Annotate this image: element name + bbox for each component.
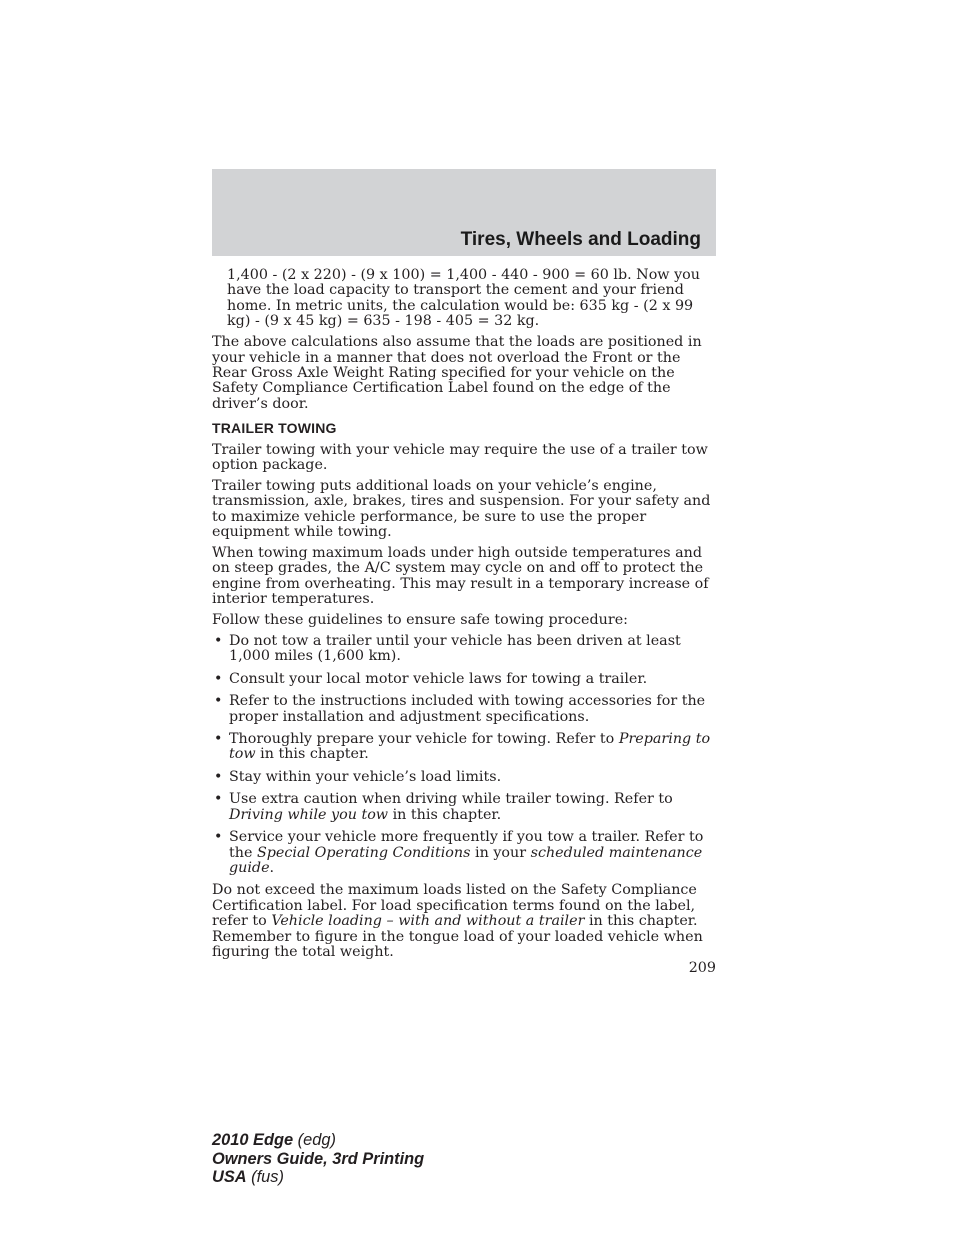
footer-region: USA xyxy=(212,1168,247,1187)
page-number: 209 xyxy=(688,960,716,976)
cross-reference-vehicle-loading: Vehicle loading – with and without a trailer xyxy=(271,913,585,930)
list-item-text: Consult your local motor vehicle laws for towing a trailer. xyxy=(229,670,648,687)
page-content xyxy=(212,268,716,966)
towing-guidelines-list xyxy=(212,634,716,876)
cross-reference-scheduled-maintenance-guide: scheduled maintenance guide xyxy=(229,844,703,876)
list-item xyxy=(212,634,716,665)
calculation-paragraph: 1,400 - (2 x 220) - (9 x 100) = 1,400 - 440 - 900 = 60 lb. Now you have the load capacity to transport the cement and your friend home. In metric units, the calculation would be: 635 kg - (2 x 99 kg) - (9 x 45 kg) = 635 - 198 - 405 = 32 kg. xyxy=(227,267,700,330)
cross-reference-special-operating-conditions: Special Operating Conditions xyxy=(256,844,471,861)
list-item-text: Refer to the instructions included with towing accessories for the proper installation and adjustment specifications. xyxy=(229,693,706,725)
list-item xyxy=(212,792,716,823)
footer-line-guide xyxy=(212,1150,424,1169)
footer-model: 2010 Edge xyxy=(212,1131,294,1149)
list-item-text: Service your vehicle more frequently if you tow a trailer. Refer to the xyxy=(229,829,704,861)
footer-model-code: (edg) xyxy=(293,1131,336,1149)
list-item-text: Do not tow a trailer until your vehicle has been driven at least 1,000 miles (1,600 km). xyxy=(229,633,681,665)
list-item xyxy=(212,770,716,785)
section-title: Tires, Wheels and Loading xyxy=(460,229,701,250)
footer-line-model xyxy=(212,1131,424,1150)
trailer-paragraph-3: When towing maximum loads under high outside temperatures and on steep grades, the A/C system may cycle on and off to protect the engine from overheating. This may result in a temporary increase of interior temperatures. xyxy=(212,545,709,608)
trailer-towing-heading: TRAILER TOWING xyxy=(212,420,337,437)
list-item-text: in your xyxy=(470,844,531,861)
section-header-band xyxy=(212,169,716,256)
assumption-paragraph: The above calculations also assume that the loads are positioned in your vehicle in a manner that does not overload the Front or the Rear Gross Axle Weight Rating specified for your vehicle on the Safety Compliance Certification Label found on the edge of the driver’s door. xyxy=(212,334,702,412)
trailer-paragraph-2: Trailer towing puts additional loads on your vehicle’s engine, transmission, axle, brakes, tires and suspension. For your safety and to maximize vehicle performance, be sure to use the proper equipment while towing. xyxy=(212,477,711,541)
cross-reference-driving-while-you-tow: Driving while you tow xyxy=(229,806,389,823)
list-item-text: Thoroughly prepare your vehicle for towing. Refer to xyxy=(229,731,619,748)
list-item xyxy=(212,694,716,725)
trailer-paragraph-1: Trailer towing with your vehicle may require the use of a trailer tow option package. xyxy=(212,441,708,473)
cross-reference-preparing-to-tow: Preparing to tow xyxy=(229,731,711,763)
footer-guide-edition: Owners Guide, 3rd Printing xyxy=(212,1149,425,1168)
paragraph-text: Do not exceed the maximum loads listed on the Safety Compliance Certification label. For load specification terms found on the label, refer to xyxy=(212,882,697,930)
list-item-text: . xyxy=(269,859,275,876)
list-item xyxy=(212,732,716,763)
document-footer xyxy=(212,1131,424,1187)
list-item-text: Stay within your vehicle’s load limits. xyxy=(229,768,502,785)
footer-region-code: (fus) xyxy=(246,1168,284,1187)
list-item-text: Use extra caution when driving while trailer towing. Refer to xyxy=(229,791,673,808)
paragraph-text: in this chapter. Remember to figure in the tongue load of your loaded vehicle when figuring the total weight. xyxy=(212,913,703,960)
list-item xyxy=(212,830,716,876)
max-loads-paragraph xyxy=(212,883,716,960)
list-item-text: in this chapter. xyxy=(388,806,502,823)
list-item-text: in this chapter. xyxy=(255,746,369,763)
list-item xyxy=(212,672,716,687)
trailer-paragraph-4: Follow these guidelines to ensure safe towing procedure: xyxy=(212,612,628,629)
footer-line-region xyxy=(212,1168,424,1187)
